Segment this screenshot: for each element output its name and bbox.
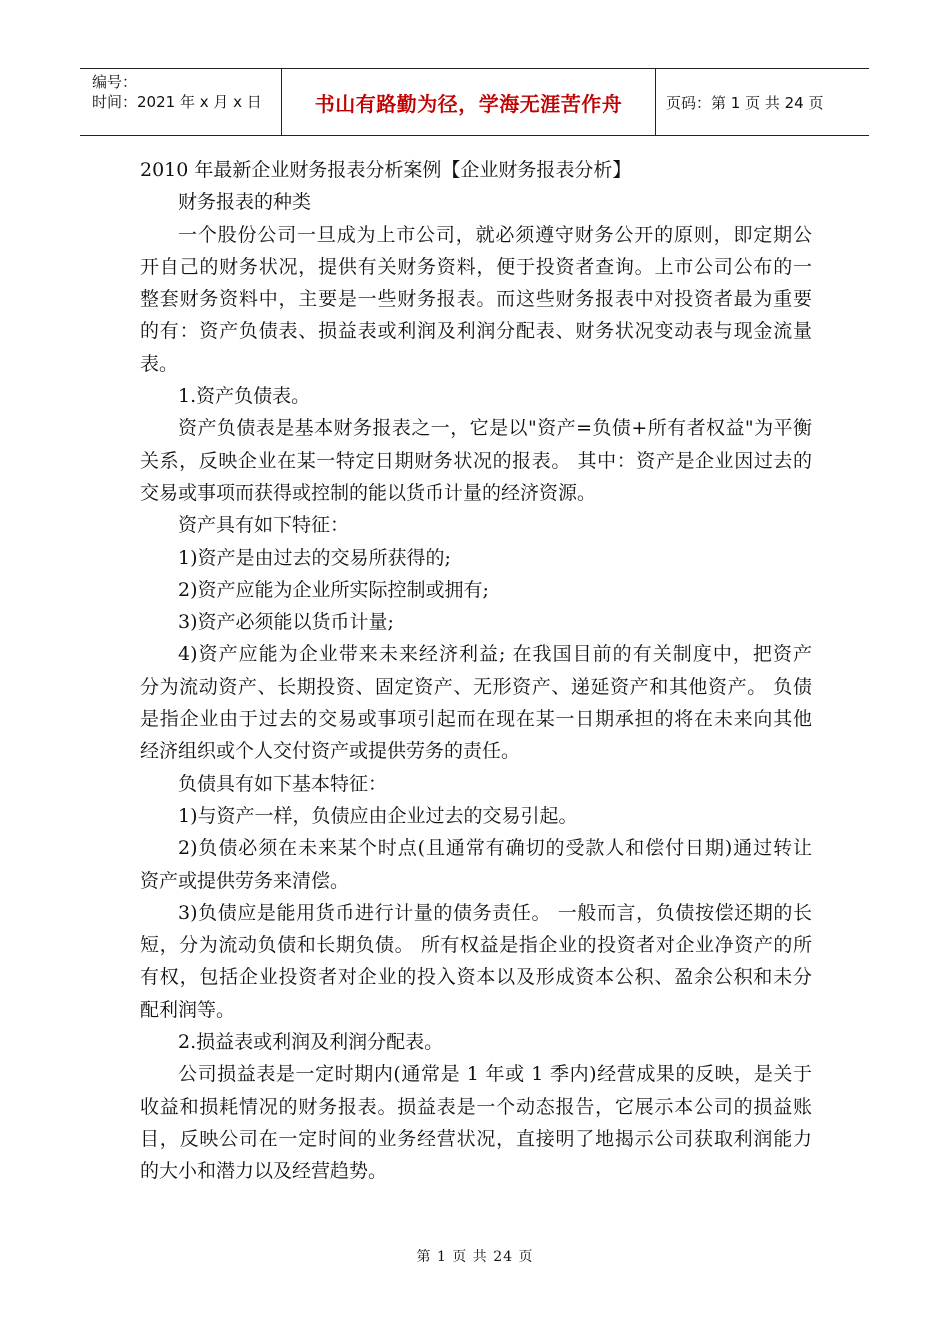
header-motto: 书山有路勤为径，学海无涯苦作舟 [282,69,656,135]
list-item: 1)与资产一样，负债应由企业过去的交易引起。 [178,804,578,827]
document-title: 2010 年最新企业财务报表分析案例【企业财务报表分析】 [140,159,632,181]
page-header-table [80,68,869,136]
list-item: 3)资产必须能以货币计量; [178,611,394,634]
paragraph-line: 公司损益表是一定时期内(通常是 1 年或 1 季内)经营成果的反映，是关于 [178,1063,812,1086]
paragraph-line: 负债具有如下基本特征： [178,772,388,795]
paragraph-line: 的大小和潜力以及经营趋势。 [140,1160,388,1183]
paragraph-line: 关系，反映企业在某一特定日期财务状况的报表。 其中：资产是企业因过去的 [140,449,812,472]
document-date-label: 时间：2021 年 x 月 x 日 [92,93,262,111]
document-code-label: 编号： [92,73,138,91]
page-footer: 第 1 页 共 24 页 [416,1249,534,1265]
paragraph-line: 开自己的财务状况，提供有关财务资料，便于投资者查询。上市公司公布的一 [140,255,812,278]
paragraph-line: 整套财务资料中，主要是一些财务报表。而这些财务报表中对投资者最为重要 [140,288,812,311]
header-meta-cell [80,69,282,135]
paragraph-line: 是指企业由于过去的交易或事项引起而在现在某一日期承担的将在未来向其他 [140,708,812,731]
document-body [140,154,812,1188]
list-item: 4)资产应能为企业带来未来经济利益; 在我国目前的有关制度中，把资产 [178,643,812,666]
paragraph-line: 表。 [140,352,179,375]
list-item: 2)负债必须在未来某个时点(且通常有确切的受款人和偿付日期)通过转让 [178,837,812,860]
section-heading: 1.资产负债表。 [178,385,311,408]
paragraph-line: 有权，包括企业投资者对企业的投入资本以及形成资本公积、盈余公积和未分 [140,966,812,989]
paragraph-line: 目，反映公司在一定时间的业务经营状况，直接明了地揭示公司获取利润能力 [140,1127,812,1150]
list-item: 2)资产应能为企业所实际控制或拥有; [178,578,489,601]
paragraph-line: 资产具有如下特征： [178,514,350,537]
paragraph-line: 收益和损耗情况的财务报表。损益表是一个动态报告，它展示本公司的损益账 [140,1095,812,1118]
paragraph-line: 配利润等。 [140,998,236,1021]
section-heading: 财务报表的种类 [178,191,312,214]
paragraph-line: 经济组织或个人交付资产或提供劳务的责任。 [140,740,521,763]
header-page-info: 页码：第 1 页 共 24 页 [666,93,824,112]
paragraph-line: 交易或事项而获得或控制的能以货币计量的经济资源。 [140,481,597,504]
section-heading: 2.损益表或利润及利润分配表。 [178,1031,444,1054]
list-item: 1)资产是由过去的交易所获得的; [178,546,451,569]
paragraph-line: 的有：资产负债表、损益表或利润及利润分配表、财务状况变动表与现金流量 [140,320,812,343]
paragraph-line: 短，分为流动负债和长期负债。 所有权益是指企业的投资者对企业净资产的所 [140,934,812,957]
paragraph-line: 分为流动资产、长期投资、固定资产、无形资产、递延资产和其他资产。 负债 [140,675,812,698]
paragraph-line: 一个股份公司一旦成为上市公司，就必须遵守财务公开的原则，即定期公 [178,223,812,246]
paragraph-line: 资产或提供劳务来清偿。 [140,869,350,892]
paragraph-line: 资产负债表是基本财务报表之一，它是以"资产=负债+所有者权益"为平衡 [178,417,812,440]
list-item: 3)负债应是能用货币进行计量的债务责任。 一般而言，负债按偿还期的长 [178,901,812,924]
